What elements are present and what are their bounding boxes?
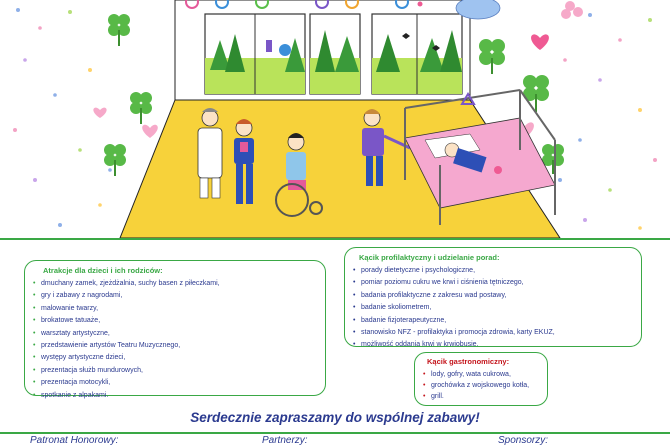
list-item: • porady dietetyczne i psychologiczne, <box>353 267 476 274</box>
list-item: • lody, gofry, wata cukrowa, <box>423 371 511 378</box>
prevention-box <box>344 247 642 347</box>
prevention-list <box>353 265 633 352</box>
list-item: • badanie fizjoterapeutyczne, <box>353 316 447 324</box>
sponsors-label: Sponsorzy: <box>498 435 549 446</box>
list-item: • występy artystyczne dzieci, <box>33 354 126 362</box>
list-item: • prezentacja służb mundurowych, <box>33 366 143 374</box>
list-item: • pomiar poziomu cukru we krwi i ciśnienia tętniczego, <box>353 279 524 287</box>
list-item: • brokatowe tatuaże, <box>33 317 101 325</box>
attractions-title: Atrakcje dla dzieci i ich rodziców: <box>43 266 163 275</box>
prevention-title: Kącik profilaktyczny i udzielanie porad: <box>359 253 500 262</box>
list-item: • możliwość oddania krwi w krwiobusie. <box>353 341 479 349</box>
partners-label: Partnerzy: <box>262 435 308 446</box>
gastro-title: Kącik gastronomiczny: <box>427 357 510 366</box>
window-middle <box>310 14 360 94</box>
attractions-list <box>33 278 315 402</box>
list-item: • grochówka z wojskowego kotła, <box>423 382 530 389</box>
attractions-box <box>24 260 326 399</box>
list-item: • badania profilaktyczne z zakresu wad postawy, <box>353 291 507 299</box>
list-item: • gry i zabawy z nagrodami, <box>33 292 123 300</box>
patronage-label: Patronat Honorowy: <box>30 435 119 446</box>
list-item: • badanie skoliometrem, <box>353 304 432 312</box>
list-item: • dmuchany zamek, zjeżdżalnia, suchy basen z piłeczkami, <box>33 280 220 287</box>
list-item: • przedstawienie artystów Teatru Muzycznego, <box>33 342 181 350</box>
cloud <box>456 0 500 19</box>
gastro-list <box>423 369 539 402</box>
window-left <box>205 14 305 94</box>
list-item: • grill. <box>423 393 444 400</box>
divider-top <box>0 238 670 240</box>
list-item: • spotkanie z alpakami. <box>33 391 109 399</box>
list-item: • warsztaty artystyczne, <box>33 329 110 337</box>
divider-bottom <box>0 432 670 434</box>
list-item: • prezentacja motocykli, <box>33 379 111 387</box>
gastro-box <box>414 352 548 406</box>
list-item: • stanowisko NFZ - profilaktyka i promocja zdrowia, karty EKUZ, <box>353 329 555 337</box>
invitation-text: Serdecznie zapraszamy do wspólnej zabawy! <box>190 410 480 425</box>
list-item: • malowanie twarzy, <box>33 304 99 312</box>
window-right <box>372 14 462 94</box>
